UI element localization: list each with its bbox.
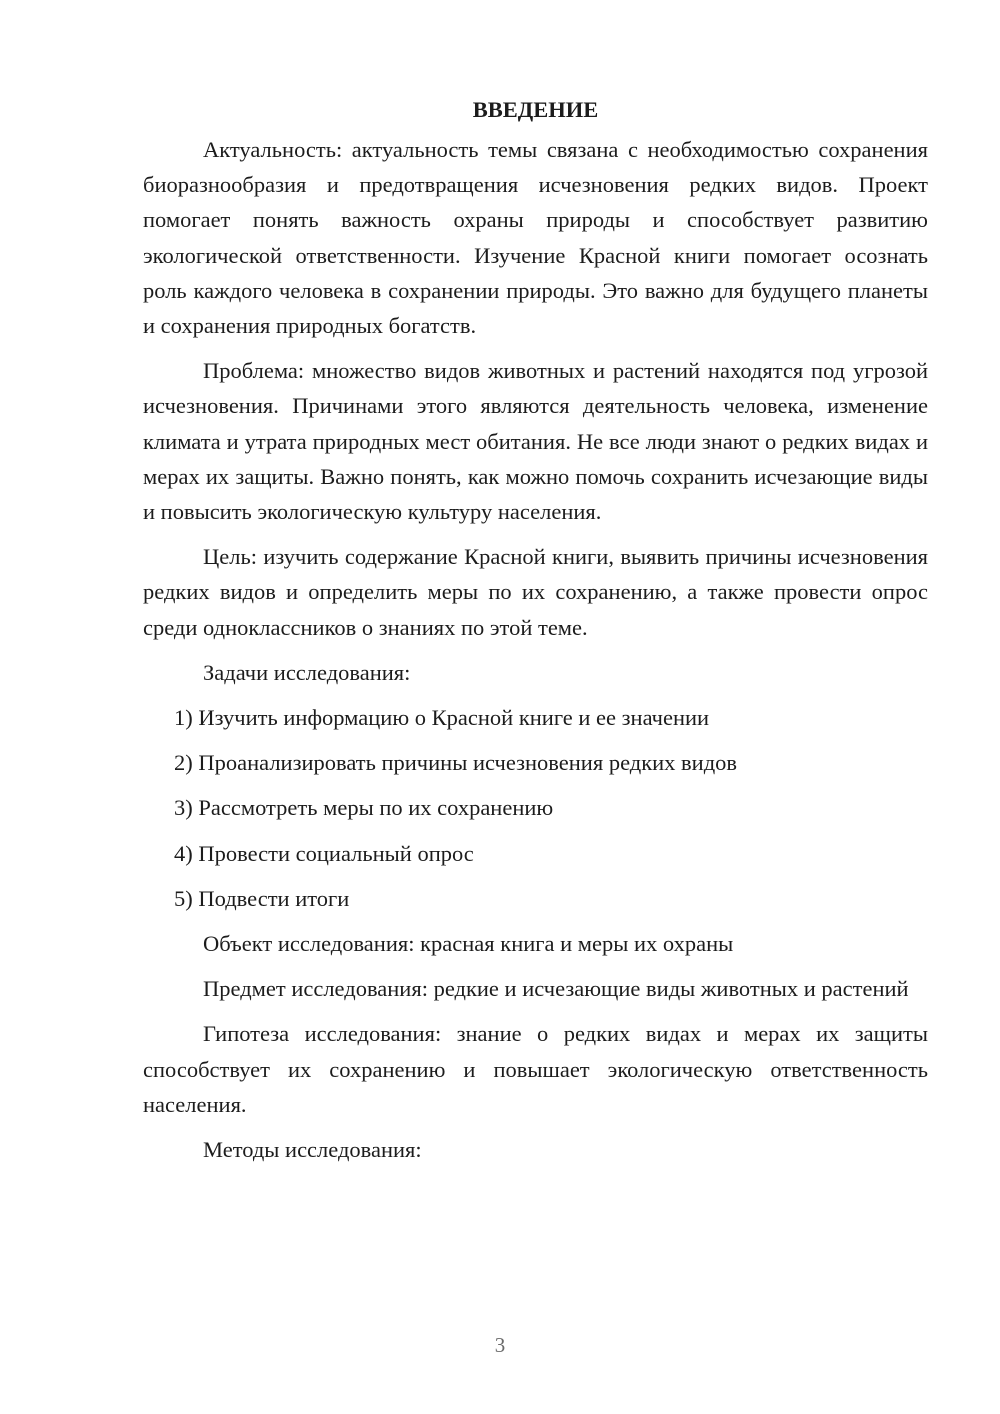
tasks-heading: Задачи исследования: [203, 659, 411, 685]
section-title: ВВЕДЕНИЕ [472, 97, 599, 122]
subject-paragraph: Предмет исследования: редкие и исчезающие виды животных и растений [203, 976, 909, 1002]
tasks-list [143, 700, 928, 916]
problem-paragraph: Проблема: множество видов животных и растений находятся под угрозой исчезновения. Причинами этого являются деятельность человека, изменение климата и утрата природных мест обитания. Не все люди знают о редких видах и мерах их защиты. Важно понять, как можно помочь сохранить исчезающие виды и повысить экологическую культуру населения. [143, 358, 928, 525]
page-number: 3 [494, 1333, 506, 1357]
task-item: 5) Подвести итоги [174, 885, 350, 911]
document-page [143, 92, 928, 1177]
task-item: 4) Провести социальный опрос [174, 840, 474, 866]
task-item: 2) Проанализировать причины исчезновения редких видов [174, 750, 738, 776]
relevance-paragraph: Актуальность: актуальность темы связана с необходимостью сохранения биоразнообразия и предотвращения исчезновения редких видов. Проект помогает понять важность охраны природы и способствует развитию экологической ответственности. Изучение Красной книги помогает осознать роль каждого человека в сохранении природы. Это важно для будущего планеты и сохранения природных богатств. [143, 137, 928, 339]
hypothesis-paragraph: Гипотеза исследования: знание о редких видах и мерах их защиты способствует их сохранению и повышает экологическую ответственность населения. [143, 1021, 928, 1117]
goal-paragraph: Цель: изучить содержание Красной книги, выявить причины исчезновения редких видов и определить меры по их сохранению, а также провести опрос среди одноклассников о знаниях по этой теме. [143, 544, 928, 640]
task-item: 3) Рассмотреть меры по их сохранению [174, 795, 554, 821]
task-item: 1) Изучить информацию о Красной книге и ее значении [174, 705, 710, 731]
methods-heading: Методы исследования: [203, 1137, 422, 1163]
object-paragraph: Объект исследования: красная книга и меры их охраны [203, 931, 734, 957]
